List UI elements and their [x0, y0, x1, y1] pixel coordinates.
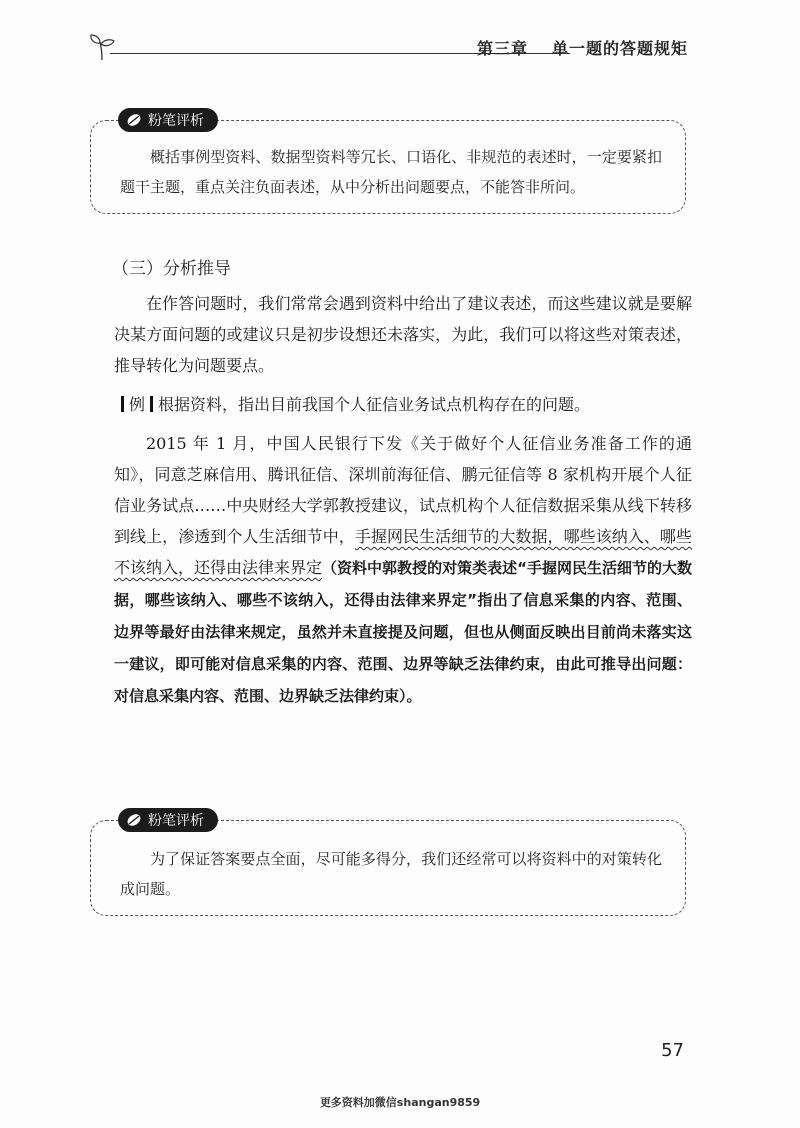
footer-watermark-text: 更多资料加微信shangan9859 [319, 1096, 481, 1109]
underlined-suggestion: 手握网民生活细节的大数据，哪些该纳入、哪些不该纳入，还得由法律来界定 [114, 527, 692, 577]
chapter-name: 单一题的答题规矩 [551, 39, 688, 58]
example-label: 例 [129, 395, 146, 414]
commentary-text [120, 844, 662, 904]
page-number: 57 [661, 1040, 684, 1061]
analysis-text: （资料中郭教授的对策类表述“手握网民生活细节的大数据，哪些该纳入、哪些不该纳入，还得由法律来界定”指出了信息采集的内容、范围、边界等最好由法律来规定，虽然并未直接提及问题，但也从侧面反映出目前尚未落实这一建议，即可能对信息采集的内容、范围、边界等缺乏法律约束，由此可推导出问题：对信息采集内容、范围、边界缺乏法律约束）。 [114, 559, 692, 705]
seed-icon [126, 112, 142, 128]
passage-text: 2015 年 1 月，中国人民银行下发《关于做好个人征信业务准备工作的通知》，同意芝麻信用、腾讯征信、深圳前海征信、鹏元征信等 8 家机构开展个人征信业务试点……中央财经大学郭教授建议，试点机构个人征信数据采集从线下转移到线上，渗透到个人生活细节中， [114, 434, 692, 546]
section-body [114, 288, 692, 712]
commentary-tag-label: 粉笔评析 [148, 113, 204, 129]
commentary-tag [118, 808, 218, 832]
section-heading: （三）分析推导 [112, 259, 231, 279]
commentary-tag-label: 粉笔评析 [148, 813, 204, 829]
commentary-text [120, 142, 662, 202]
chapter-title [477, 36, 688, 59]
seed-icon [126, 812, 142, 828]
commentary-tag [118, 108, 218, 132]
example-question-text: 根据资料，指出目前我国个人征信业务试点机构存在的问题。 [158, 395, 591, 414]
bracket-bar-icon [121, 396, 124, 412]
example-question [116, 389, 692, 420]
commentary-paragraph: 为了保证答案要点全面，尽可能多得分，我们还经常可以将资料中的对策转化成问题。 [120, 850, 662, 898]
sprout-icon [88, 32, 116, 62]
commentary-box-2 [90, 808, 686, 916]
page-header [88, 30, 700, 70]
chapter-number: 第三章 [476, 39, 528, 58]
passage-paragraph [114, 428, 692, 712]
commentary-box-1 [90, 108, 686, 214]
bracket-bar-icon [150, 396, 153, 412]
commentary-paragraph: 概括事例型资料、数据型资料等冗长、口语化、非规范的表述时，一定要紧扣题干主题，重点关注负面表述，从中分析出问题要点，不能答非所问。 [120, 148, 662, 196]
intro-paragraph: 在作答问题时，我们常常会遇到资料中给出了建议表述，而这些建议就是要解决某方面问题的或建议只是初步设想还未落实，为此，我们可以将这些对策表述，推导转化为问题要点。 [114, 294, 692, 375]
